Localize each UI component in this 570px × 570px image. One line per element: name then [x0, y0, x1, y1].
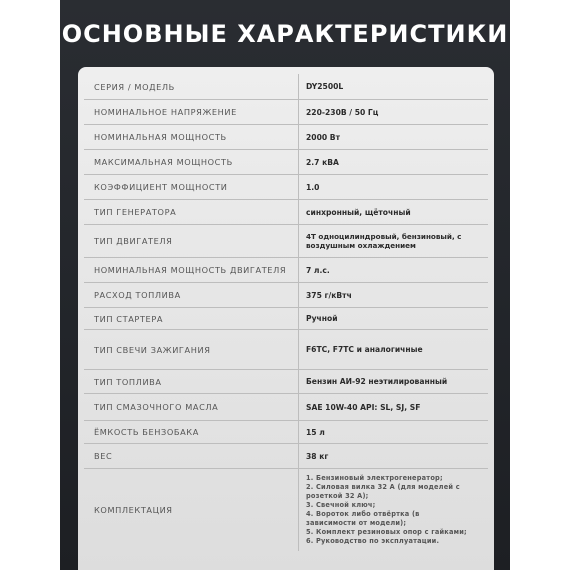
spec-label: НОМИНАЛЬНАЯ МОЩНОСТЬ: [94, 132, 227, 142]
spec-row: [84, 308, 488, 330]
kit-item: 2. Силовая вилка 32 А (для моделей с: [306, 483, 460, 492]
kit-item: 1. Бензиновый электрогенератор;: [306, 474, 443, 483]
spec-label: ТИП СМАЗОЧНОГО МАСЛА: [94, 402, 219, 412]
spec-row: [84, 370, 488, 394]
column-divider: [298, 444, 299, 468]
column-divider: [298, 370, 299, 393]
spec-row: [84, 200, 488, 225]
kit-label: КОМПЛЕКТАЦИЯ: [94, 505, 173, 515]
spec-value: 38 кг: [306, 451, 329, 461]
column-divider: [298, 125, 299, 149]
column-divider: [298, 74, 299, 99]
spec-value: Бензин АИ-92 неэтилированный: [306, 377, 448, 386]
kit-item: 5. Комплект резиновых опор с гайками;: [306, 527, 467, 536]
spec-row: [84, 125, 488, 150]
spec-label: ВЕС: [94, 451, 113, 461]
spec-value: 220-230В / 50 Гц: [306, 107, 379, 117]
spec-value: 15 л: [306, 427, 325, 437]
spec-row: [84, 421, 488, 444]
specs-table: [78, 67, 494, 570]
spec-label: НОМИНАЛЬНОЕ НАПРЯЖЕНИЕ: [94, 107, 237, 117]
spec-row: [84, 175, 488, 200]
spec-value: 2000 Вт: [306, 132, 340, 142]
spec-value: синхронный, щёточный: [306, 207, 411, 217]
spec-row: [84, 444, 488, 469]
column-divider: [298, 330, 299, 369]
kit-item: 6. Руководство по эксплуатации.: [306, 536, 440, 545]
spec-value: SAE 10W-40 API: SL, SJ, SF: [306, 402, 421, 412]
spec-value: DY2500L: [306, 82, 344, 91]
kit-value: [306, 469, 484, 551]
spec-row: [84, 258, 488, 283]
spec-label: ТИП ДВИГАТЕЛЯ: [94, 236, 173, 246]
kit-item: зависимости от модели);: [306, 518, 407, 527]
spec-row: [84, 394, 488, 421]
spec-value: F6TC, F7TC и аналогичные: [306, 345, 423, 354]
column-divider: [298, 150, 299, 174]
page-title: ОСНОВНЫЕ ХАРАКТЕРИСТИКИ: [61, 20, 509, 48]
spec-label: ТИП ТОПЛИВА: [94, 376, 162, 387]
spec-row: [84, 150, 488, 175]
spec-value: 375 г/кВтч: [306, 290, 352, 300]
column-divider: [298, 308, 299, 329]
kit-row: [84, 469, 488, 551]
spec-value: Ручной: [306, 314, 338, 323]
spec-row: [84, 100, 488, 125]
spec-value: 1.0: [306, 182, 320, 192]
column-divider: [298, 283, 299, 307]
spec-label: РАСХОД ТОПЛИВА: [94, 290, 181, 300]
column-divider: [298, 421, 299, 443]
spec-label: ЁМКОСТЬ БЕНЗОБАКА: [94, 427, 199, 437]
kit-item: 4. Вороток либо отвёртка (в: [306, 510, 420, 518]
spec-label: ТИП ГЕНЕРАТОРА: [94, 207, 177, 217]
spec-row: [84, 330, 488, 370]
spec-row: [84, 74, 488, 100]
column-divider: [298, 225, 299, 257]
spec-row: [84, 283, 488, 308]
spec-value: 2.7 кВА: [306, 157, 339, 167]
spec-label: ТИП СТАРТЕРА: [94, 313, 164, 324]
column-divider: [298, 394, 299, 420]
kit-item: 3. Свечной ключ;: [306, 501, 376, 510]
spec-label: ТИП СВЕЧИ ЗАЖИГАНИЯ: [94, 344, 211, 355]
spec-value: 4Т одноцилиндровый, бензиновый, с воздушным охлаждением: [306, 232, 462, 250]
kit-item: розеткой 32 А);: [306, 492, 369, 501]
spec-row: [84, 225, 488, 258]
spec-value: 7 л.с.: [306, 265, 330, 275]
column-divider: [298, 175, 299, 199]
spec-label: КОЭФФИЦИЕНТ МОЩНОСТИ: [94, 182, 228, 192]
column-divider: [298, 469, 299, 551]
column-divider: [298, 100, 299, 124]
spec-label: НОМИНАЛЬНАЯ МОЩНОСТЬ ДВИГАТЕЛЯ: [94, 265, 287, 275]
column-divider: [298, 200, 299, 224]
column-divider: [298, 258, 299, 282]
spec-label: СЕРИЯ / МОДЕЛЬ: [94, 81, 175, 92]
spec-label: МАКСИМАЛЬНАЯ МОЩНОСТЬ: [94, 157, 233, 167]
kit-list: [306, 474, 467, 545]
